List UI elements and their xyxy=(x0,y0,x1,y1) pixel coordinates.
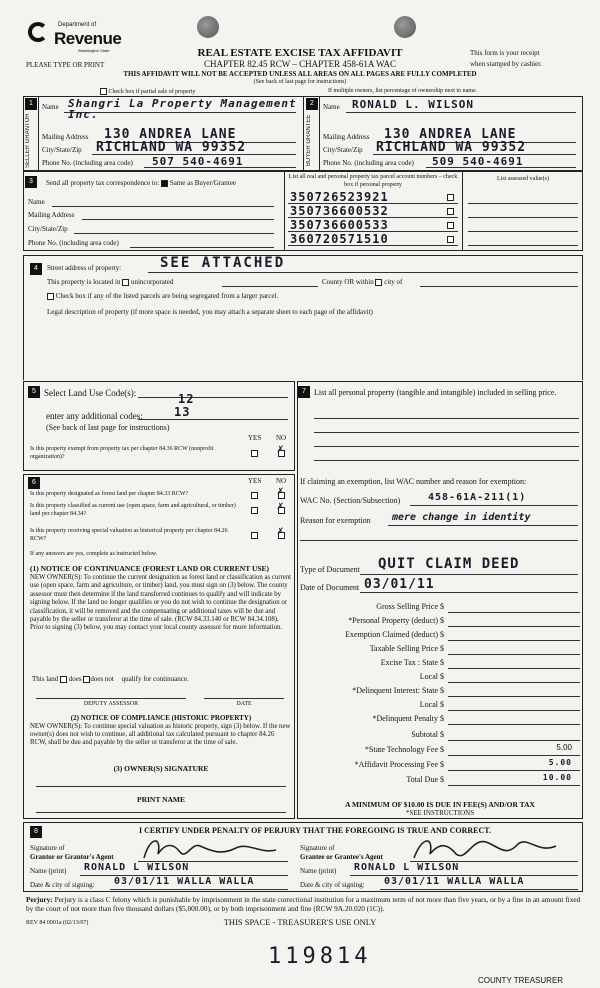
grantor-date-city: 03/01/11 WALLA WALLA xyxy=(114,876,255,887)
warning: THIS AFFIDAVIT WILL NOT BE ACCEPTED UNLESS ALL AREAS ON ALL PAGES ARE FULLY COMPLETED xyxy=(123,70,477,78)
buyer-mailing: 130 ANDREA LANE xyxy=(384,127,517,142)
grantor-print-name: RONALD L WILSON xyxy=(84,862,190,873)
fee-row: *Affidavit Processing Fee $ 5.00 xyxy=(300,760,590,773)
fee-row: *Delinquent Penalty $ xyxy=(300,714,590,727)
wac-number: 458-61A-211(1) xyxy=(428,492,527,503)
document-date: 03/01/11 xyxy=(364,577,435,592)
same-as-buyer-checkbox[interactable] xyxy=(161,180,168,187)
street-address: SEE ATTACHED xyxy=(160,255,286,271)
fee-row: Exemption Claimed (deduct) $ xyxy=(300,630,590,643)
section-4 xyxy=(23,255,583,380)
grantee-signature xyxy=(410,832,560,864)
seller-mailing: 130 ANDREA LANE xyxy=(104,127,237,142)
fee-row: Total Due $ 10.00 xyxy=(300,775,590,788)
fee-row: Taxable Selling Price $ xyxy=(300,644,590,657)
legal-description: Legal description of property (if more space is needed, you may attach a separate sheet to each page of the affidavit) xyxy=(47,308,373,316)
punch-hole-right xyxy=(394,16,416,38)
form-number: REV 84 0001a (02/13/07) xyxy=(26,920,89,926)
chapter: CHAPTER 82.45 RCW – CHAPTER 458-61A WAC xyxy=(204,59,396,69)
unincorporated-checkbox[interactable] xyxy=(122,279,129,286)
parcel-row: 350736600533 xyxy=(288,218,458,232)
continuance-text: NEW OWNER(S): To continue the current designation as forest land or classification as current use (open space, farm and agriculture, or timber) land, you must sign on (3) below. The county assessor must then determine if the land transferred continues to qualify and will indicate by signing below. If the land no longer qualifies or you do not wish to continue the designation or classification, it will be removed and the compensating or additional taxes will be due and payable by the seller or transferor at the time of sale. (RCW 84.33.140 or RCW 84.34.108). Prior to signing (3) below, you may contact your local county assessor for more information. xyxy=(30,574,292,632)
exempt-yes-checkbox[interactable] xyxy=(251,450,258,457)
please-type: PLEASE TYPE OR PRINT xyxy=(26,61,105,69)
grantor-signature xyxy=(140,834,280,864)
fee-row: Local $ xyxy=(300,700,590,713)
document-type: QUIT CLAIM DEED xyxy=(378,556,520,572)
section-2-num: 2 xyxy=(306,98,318,110)
fee-row: Excise Tax : State $ xyxy=(300,658,590,671)
parcel-row: 350736600532 xyxy=(288,204,458,218)
parcel-row: 350726523921 xyxy=(288,190,458,204)
fee-row: *Delinquent Interest: State $ xyxy=(300,686,590,699)
segregated-checkbox[interactable] xyxy=(47,293,54,300)
fee-row: *State Technology Fee $ 5.00 xyxy=(300,745,590,758)
seller-city: RICHLAND WA 99352 xyxy=(96,140,247,155)
parcel-row: 360720571510 xyxy=(288,232,458,246)
fee-row: *Personal Property (deduct) $ xyxy=(300,616,590,629)
buyer-name: RONALD L. WILSON xyxy=(352,98,474,111)
land-use-code-2: 13 xyxy=(174,405,191,419)
city-checkbox[interactable] xyxy=(375,279,382,286)
land-use-code-1: 12 xyxy=(178,392,195,406)
fee-row: Local $ xyxy=(300,672,590,685)
grantee-print-name: RONALD L WILSON xyxy=(354,862,460,873)
treasurer-stamp-number: 119814 xyxy=(268,944,372,969)
partial-sale-checkbox-row: Check box if partial sale of property xyxy=(100,88,195,95)
partial-sale-checkbox[interactable] xyxy=(100,88,107,95)
punch-hole-left xyxy=(197,16,219,38)
located-row: This property is located in unincorporated xyxy=(47,278,174,286)
buyer-phone: 509 540-4691 xyxy=(432,155,524,168)
parcel-list xyxy=(288,190,458,246)
grantee-date-city: 03/01/11 WALLA WALLA xyxy=(384,876,525,887)
form-title: REAL ESTATE EXCISE TAX AFFIDAVIT xyxy=(197,47,403,59)
fee-row: Gross Selling Price $ xyxy=(300,602,590,615)
certify-statement: I CERTIFY UNDER PENALTY OF PERJURY THAT THE FOREGOING IS TRUE AND CORRECT. xyxy=(138,826,491,835)
send-correspondence: Send all property tax correspondence to: Same as Buyer/Grantee xyxy=(46,179,236,187)
perjury-notice: Perjury: Perjury is a class C felony which is punishable by imprisonment in the state correctional institution for a maximum term of not more than five years, or by a fine in an amount fixed by the court of not more than five thousand dollars ($5,000.00), or by both imprisonment and fine (RCW 9A.20.020 (1C)). xyxy=(26,895,581,913)
section-1-num: 1 xyxy=(25,98,37,110)
seller-name: Shangri La Property Management Inc. xyxy=(68,97,297,121)
logo-swoosh-icon xyxy=(28,22,48,42)
fee-row: Subtotal $ xyxy=(300,730,590,743)
seller-phone: 507 540-4691 xyxy=(152,155,244,168)
buyer-city: RICHLAND WA 99352 xyxy=(376,140,527,155)
exemption-reason: mere change in identity xyxy=(392,512,531,523)
